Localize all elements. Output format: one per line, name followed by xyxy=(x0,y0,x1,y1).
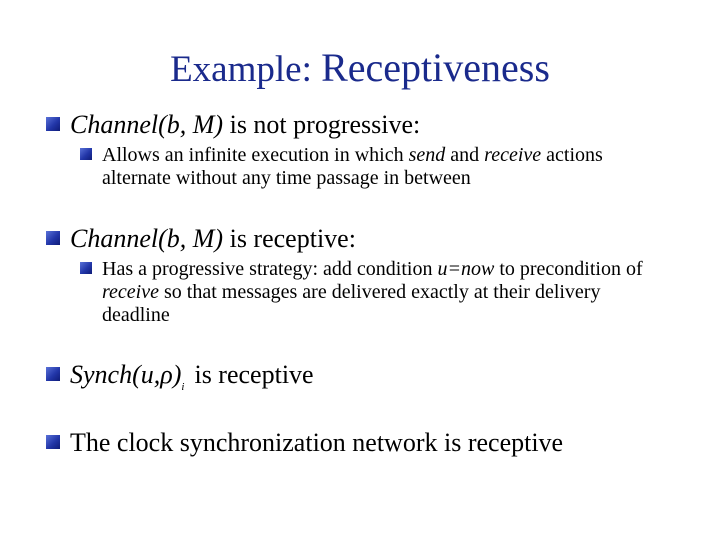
square-bullet-icon xyxy=(46,231,60,245)
bullet-1-sub-text: Allows an infinite execution in which send and receive actions alternate without any time passage in between xyxy=(102,144,603,189)
square-subbullet-icon xyxy=(80,262,92,274)
slide-title xyxy=(0,46,720,91)
rho-symbol: ρ xyxy=(160,360,173,389)
square-bullet-icon xyxy=(46,367,60,381)
bullet-1-text: Channel(b, M) is not progressive: xyxy=(70,110,421,139)
subscript-i: i xyxy=(181,381,185,393)
bullet-2-sub-text: Has a progressive strategy: add condition u=now to precondition of receive so that messages are delivered exactly at their delivery deadline xyxy=(102,258,643,326)
bullet-4-text: The clock synchronization network is receptive xyxy=(70,428,564,457)
square-bullet-icon xyxy=(46,435,60,449)
bullet-3-text: $Synch(u,\rho)_i$ is receptive xyxy=(70,360,314,393)
bullet-2-text: Channel(b, M) is receptive: xyxy=(70,224,356,253)
square-subbullet-icon xyxy=(80,148,92,160)
square-bullet-icon xyxy=(46,117,60,131)
title-prefix: Example: xyxy=(170,49,322,90)
title-main: Receptiveness xyxy=(321,45,550,90)
